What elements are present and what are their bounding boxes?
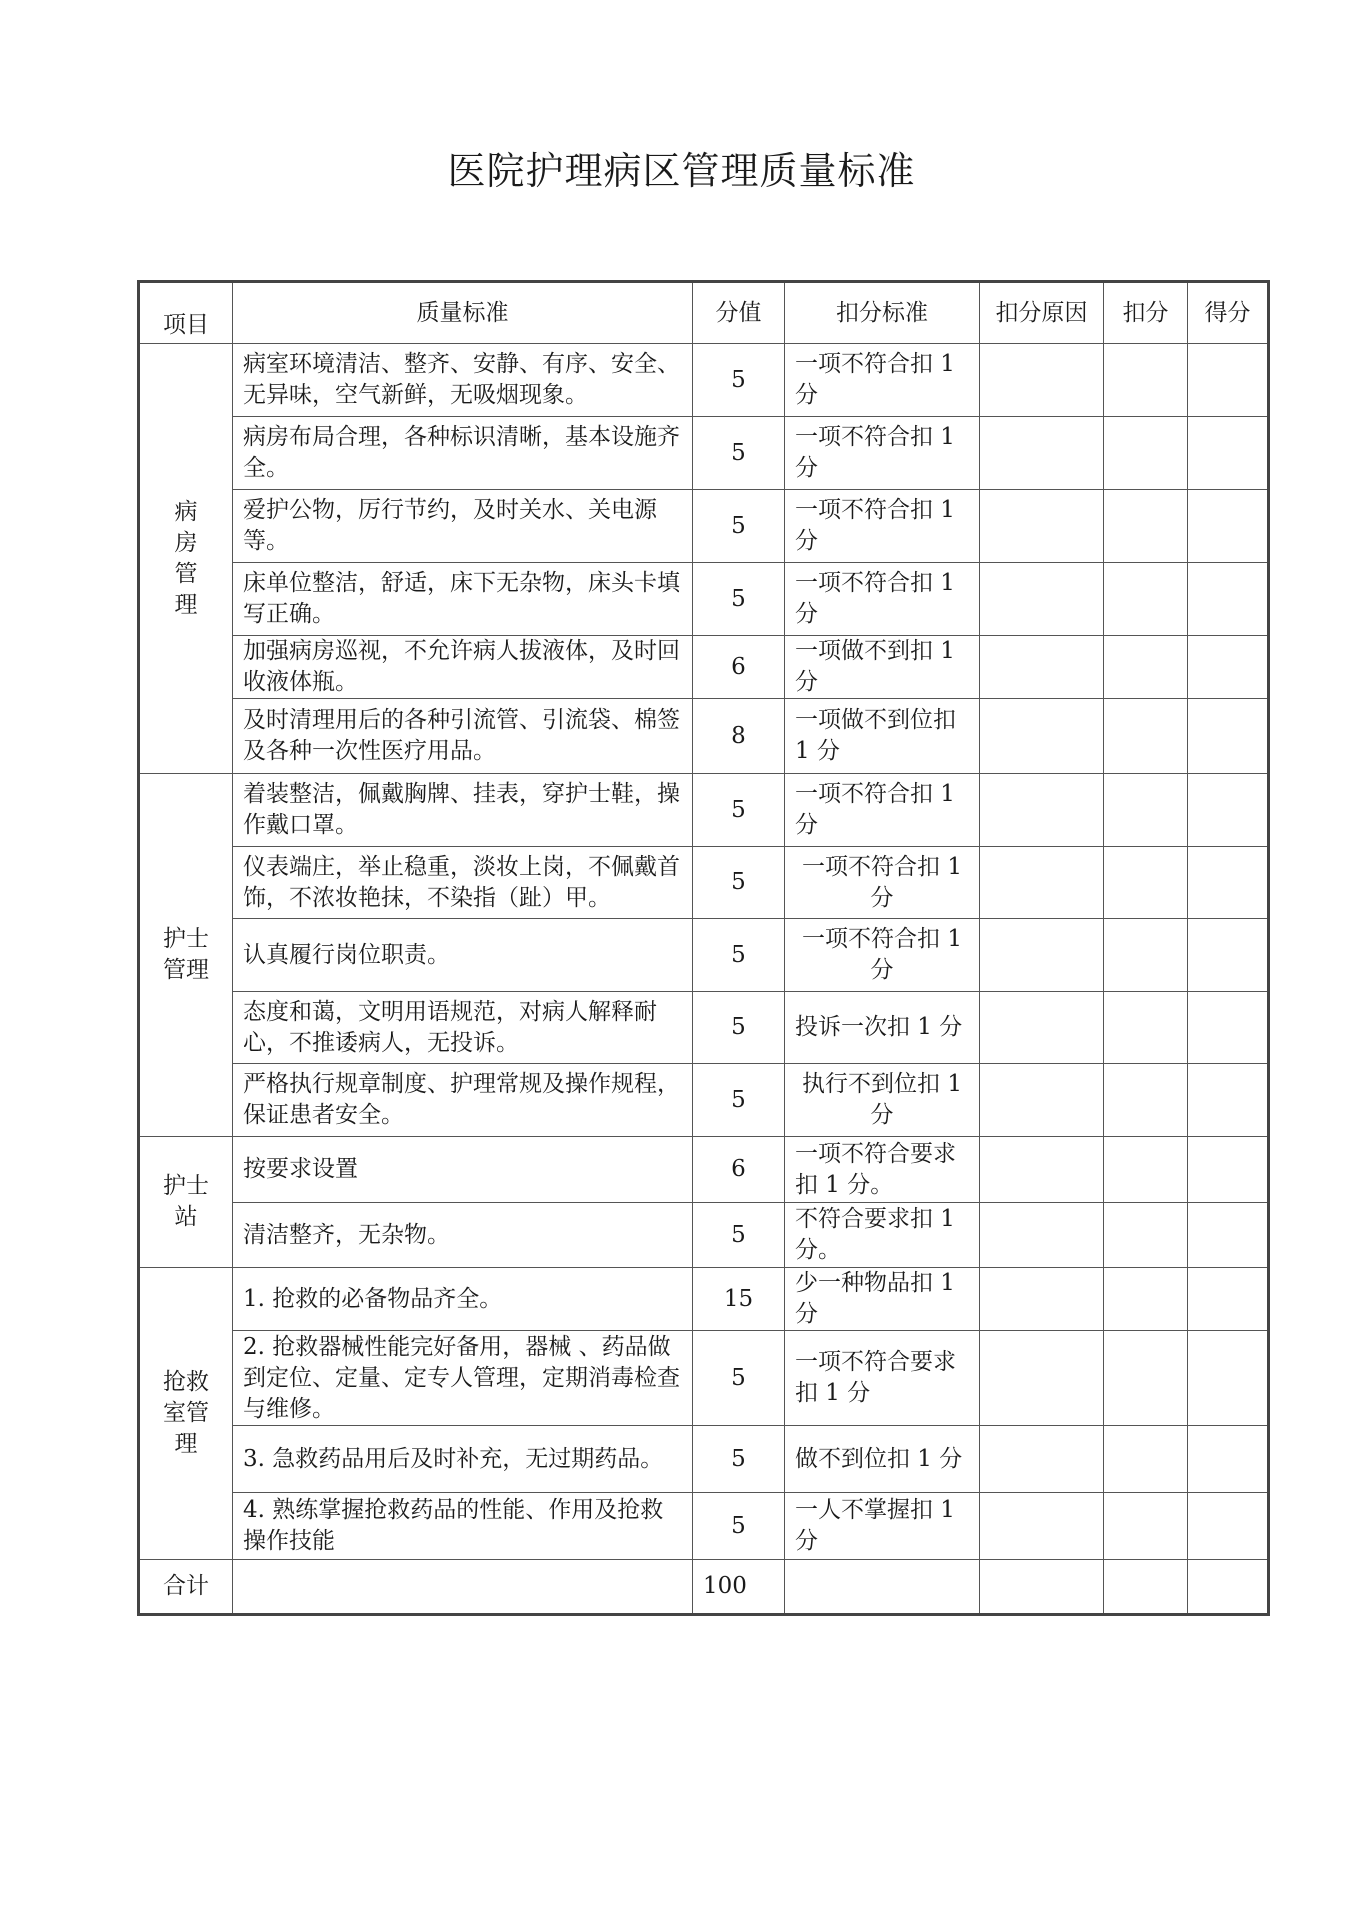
deduction-cell[interactable] — [1104, 919, 1188, 992]
total-row — [139, 1560, 1269, 1615]
rule-cell: 一项做不到位扣 1 分 — [785, 699, 980, 774]
table-row — [139, 1064, 1269, 1137]
category-cell: 护士管理 — [139, 774, 233, 1137]
category-cell: 护士站 — [139, 1137, 233, 1268]
table-row — [139, 699, 1269, 774]
reason-cell[interactable] — [980, 1137, 1104, 1203]
reason-cell[interactable] — [980, 1064, 1104, 1137]
reason-cell[interactable] — [980, 344, 1104, 417]
score-cell: 5 — [693, 1426, 785, 1493]
result-cell[interactable] — [1188, 1137, 1269, 1203]
standard-cell: 爱护公物，厉行节约，及时关水、关电源等。 — [233, 490, 693, 563]
rule-cell: 不符合要求扣 1 分。 — [785, 1203, 980, 1268]
deduction-cell[interactable] — [1104, 847, 1188, 919]
rule-cell: 一项做不到扣 1 分 — [785, 636, 980, 699]
standard-cell: 及时清理用后的各种引流管、引流袋、棉签及各种一次性医疗用品。 — [233, 699, 693, 774]
score-cell: 5 — [693, 417, 785, 490]
total-label: 合计 — [139, 1560, 233, 1615]
total-reason-cell[interactable] — [980, 1560, 1104, 1615]
total-standard-cell — [233, 1560, 693, 1615]
score-cell: 5 — [693, 774, 785, 847]
deduction-cell[interactable] — [1104, 1268, 1188, 1331]
table-row — [139, 1493, 1269, 1560]
result-cell[interactable] — [1188, 1331, 1269, 1426]
result-cell[interactable] — [1188, 1493, 1269, 1560]
reason-cell[interactable] — [980, 774, 1104, 847]
deduction-cell[interactable] — [1104, 344, 1188, 417]
score-cell: 6 — [693, 1137, 785, 1203]
score-cell: 15 — [693, 1268, 785, 1331]
rule-cell: 一项不符合扣 1 分 — [785, 490, 980, 563]
reason-cell[interactable] — [980, 1203, 1104, 1268]
standard-cell: 态度和蔼，文明用语规范，对病人解释耐心，不推诿病人，无投诉。 — [233, 992, 693, 1064]
score-cell: 8 — [693, 699, 785, 774]
deduction-cell[interactable] — [1104, 1331, 1188, 1426]
rule-cell: 投诉一次扣 1 分 — [785, 992, 980, 1064]
score-cell: 6 — [693, 636, 785, 699]
rule-cell: 一项不符合扣 1 分 — [785, 774, 980, 847]
table-row — [139, 1268, 1269, 1331]
result-cell[interactable] — [1188, 636, 1269, 699]
table-row — [139, 636, 1269, 699]
reason-cell[interactable] — [980, 636, 1104, 699]
deduction-cell[interactable] — [1104, 699, 1188, 774]
score-cell: 5 — [693, 992, 785, 1064]
result-cell[interactable] — [1188, 1064, 1269, 1137]
table-row — [139, 992, 1269, 1064]
rule-cell: 一项不符合扣 1 分 — [785, 847, 980, 919]
category-cell: 抢救室管理 — [139, 1268, 233, 1560]
deduction-cell[interactable] — [1104, 1493, 1188, 1560]
result-cell[interactable] — [1188, 992, 1269, 1064]
reason-cell[interactable] — [980, 490, 1104, 563]
standard-cell: 着装整洁，佩戴胸牌、挂表，穿护士鞋，操作戴口罩。 — [233, 774, 693, 847]
table-row — [139, 1331, 1269, 1426]
rule-cell: 一项不符合要求扣 1 分。 — [785, 1137, 980, 1203]
table-row — [139, 417, 1269, 490]
standard-cell: 病房布局合理，各种标识清晰，基本设施齐全。 — [233, 417, 693, 490]
result-cell[interactable] — [1188, 847, 1269, 919]
standard-cell: 仪表端庄，举止稳重，淡妆上岗，不佩戴首饰，不浓妆艳抹，不染指（趾）甲。 — [233, 847, 693, 919]
score-cell: 5 — [693, 1331, 785, 1426]
rule-cell: 一项不符合扣 1 分 — [785, 563, 980, 636]
standard-cell: 加强病房巡视，不允许病人拔液体，及时回收液体瓶。 — [233, 636, 693, 699]
result-cell[interactable] — [1188, 919, 1269, 992]
deduction-cell[interactable] — [1104, 1137, 1188, 1203]
standard-cell: 床单位整洁，舒适，床下无杂物，床头卡填写正确。 — [233, 563, 693, 636]
standard-cell: 病室环境清洁、整齐、安静、有序、安全、无异味，空气新鲜，无吸烟现象。 — [233, 344, 693, 417]
standard-cell: 3. 急救药品用后及时补充，无过期药品。 — [233, 1426, 693, 1493]
table-row — [139, 1426, 1269, 1493]
reason-cell[interactable] — [980, 992, 1104, 1064]
rule-cell: 做不到位扣 1 分 — [785, 1426, 980, 1493]
table-row — [139, 774, 1269, 847]
score-cell: 5 — [693, 490, 785, 563]
table-row — [139, 490, 1269, 563]
score-cell: 5 — [693, 919, 785, 992]
header-row — [139, 282, 1269, 344]
total-score: 100 — [693, 1560, 785, 1615]
deduction-cell[interactable] — [1104, 490, 1188, 563]
reason-cell[interactable] — [980, 417, 1104, 490]
header-score: 分值 — [693, 282, 785, 344]
reason-cell[interactable] — [980, 1268, 1104, 1331]
deduction-cell[interactable] — [1104, 417, 1188, 490]
header-standard: 质量标准 — [233, 282, 693, 344]
total-deduction-cell[interactable] — [1104, 1560, 1188, 1615]
score-cell: 5 — [693, 344, 785, 417]
score-cell: 5 — [693, 1203, 785, 1268]
table-row — [139, 847, 1269, 919]
header-deduction-rule: 扣分标准 — [785, 282, 980, 344]
table-row — [139, 563, 1269, 636]
deduction-cell[interactable] — [1104, 563, 1188, 636]
reason-cell[interactable] — [980, 919, 1104, 992]
page-title: 医院护理病区管理质量标准 — [447, 149, 916, 193]
rule-cell: 一项不符合扣 1 分 — [785, 919, 980, 992]
score-cell: 5 — [693, 1493, 785, 1560]
standard-cell: 4. 熟练掌握抢救药品的性能、作用及抢救操作技能 — [233, 1493, 693, 1560]
table-row — [139, 344, 1269, 417]
reason-cell[interactable] — [980, 1493, 1104, 1560]
rule-cell: 少一种物品扣 1 分 — [785, 1268, 980, 1331]
header-result: 得分 — [1188, 282, 1269, 344]
score-cell: 5 — [693, 1064, 785, 1137]
deduction-cell[interactable] — [1104, 774, 1188, 847]
standard-cell: 认真履行岗位职责。 — [233, 919, 693, 992]
quality-standard-table — [137, 280, 1270, 1616]
deduction-cell[interactable] — [1104, 1426, 1188, 1493]
table-row — [139, 919, 1269, 992]
table-row — [139, 1137, 1269, 1203]
result-cell[interactable] — [1188, 417, 1269, 490]
deduction-cell[interactable] — [1104, 992, 1188, 1064]
rule-cell: 一项不符合要求扣 1 分 — [785, 1331, 980, 1426]
header-item: 项目 — [139, 282, 233, 344]
result-cell[interactable] — [1188, 344, 1269, 417]
result-cell[interactable] — [1188, 1203, 1269, 1268]
result-cell[interactable] — [1188, 699, 1269, 774]
reason-cell[interactable] — [980, 699, 1104, 774]
rule-cell: 一人不掌握扣 1 分 — [785, 1493, 980, 1560]
total-rule-cell — [785, 1560, 980, 1615]
result-cell[interactable] — [1188, 563, 1269, 636]
header-deduction: 扣分 — [1104, 282, 1188, 344]
score-cell: 5 — [693, 563, 785, 636]
rule-cell: 一项不符合扣 1 分 — [785, 344, 980, 417]
score-cell: 5 — [693, 847, 785, 919]
reason-cell[interactable] — [980, 847, 1104, 919]
rule-cell: 执行不到位扣 1 分 — [785, 1064, 980, 1137]
standard-cell: 严格执行规章制度、护理常规及操作规程，保证患者安全。 — [233, 1064, 693, 1137]
standard-cell: 按要求设置 — [233, 1137, 693, 1203]
rule-cell: 一项不符合扣 1 分 — [785, 417, 980, 490]
header-deduction-reason: 扣分原因 — [980, 282, 1104, 344]
deduction-cell[interactable] — [1104, 636, 1188, 699]
result-cell[interactable] — [1188, 1268, 1269, 1331]
table-row — [139, 1203, 1269, 1268]
reason-cell[interactable] — [980, 563, 1104, 636]
result-cell[interactable] — [1188, 490, 1269, 563]
deduction-cell[interactable] — [1104, 1203, 1188, 1268]
deduction-cell[interactable] — [1104, 1064, 1188, 1137]
standard-cell: 清洁整齐，无杂物。 — [233, 1203, 693, 1268]
result-cell[interactable] — [1188, 1426, 1269, 1493]
standard-cell: 2. 抢救器械性能完好备用，器械 、药品做到定位、定量、定专人管理，定期消毒检查与维修。 — [233, 1331, 693, 1426]
result-cell[interactable] — [1188, 774, 1269, 847]
reason-cell[interactable] — [980, 1426, 1104, 1493]
standard-cell: 1. 抢救的必备物品齐全。 — [233, 1268, 693, 1331]
total-result-cell[interactable] — [1188, 1560, 1269, 1615]
category-cell: 病房管理 — [139, 344, 233, 774]
reason-cell[interactable] — [980, 1331, 1104, 1426]
